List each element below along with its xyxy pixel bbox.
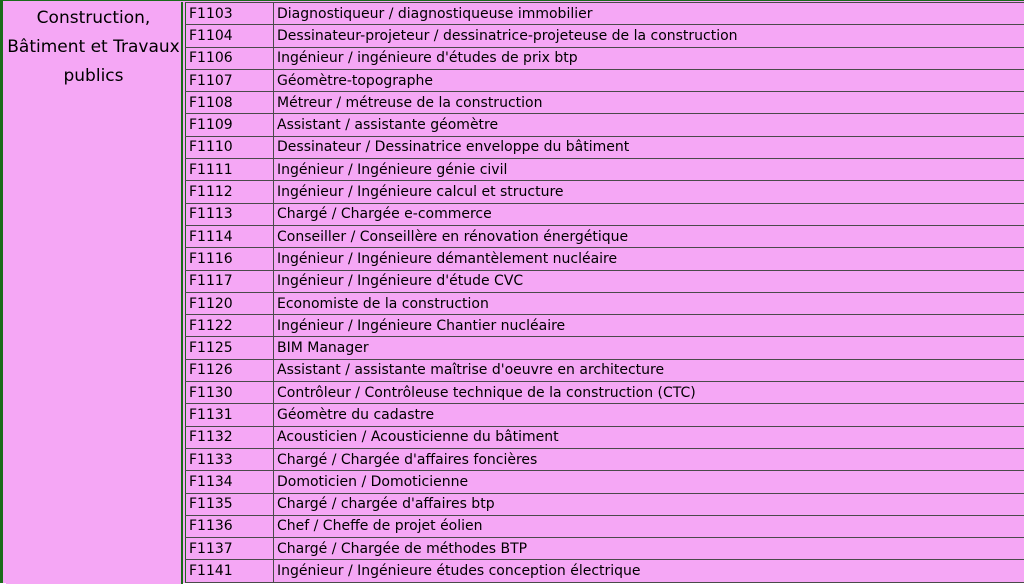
job-title-cell[interactable]: Chargé / Chargée d'affaires foncières — [274, 448, 1024, 470]
job-title-cell[interactable]: Chef / Cheffe de projet éolien — [274, 515, 1024, 537]
job-code-cell[interactable]: F1125 — [186, 337, 274, 359]
table-row — [186, 270, 1024, 292]
table-row — [186, 359, 1024, 381]
table-row — [186, 426, 1024, 448]
table-row — [186, 560, 1024, 582]
job-code-cell[interactable]: F1141 — [186, 560, 274, 582]
job-title-cell[interactable]: Chargé / Chargée e-commerce — [274, 203, 1024, 225]
job-title-cell[interactable]: Dessinateur-projeteur / dessinatrice-projeteuse de la construction — [274, 25, 1024, 47]
job-title-cell[interactable]: Ingénieur / Ingénieure calcul et structure — [274, 181, 1024, 203]
table-row — [186, 69, 1024, 91]
table-row — [186, 448, 1024, 470]
table-row — [186, 337, 1024, 359]
table-row — [186, 315, 1024, 337]
job-title-cell[interactable]: Ingénieur / Ingénieure génie civil — [274, 159, 1024, 181]
job-title-cell[interactable]: Contrôleur / Contrôleuse technique de la construction (CTC) — [274, 382, 1024, 404]
job-code-cell[interactable]: F1117 — [186, 270, 274, 292]
job-code-cell[interactable]: F1108 — [186, 92, 274, 114]
job-title-cell[interactable]: Ingénieur / ingénieure d'études de prix btp — [274, 47, 1024, 69]
job-code-cell[interactable]: F1136 — [186, 515, 274, 537]
job-title-cell[interactable]: Assistant / assistante maîtrise d'oeuvre en architecture — [274, 359, 1024, 381]
job-code-cell[interactable]: F1135 — [186, 493, 274, 515]
job-title-cell[interactable]: Ingénieur / Ingénieure démantèlement nucléaire — [274, 248, 1024, 270]
category-label-line3: publics — [6, 60, 181, 89]
category-label-line1: Construction, — [6, 2, 181, 31]
table-row — [186, 382, 1024, 404]
category-label-line2: Bâtiment et Travaux — [6, 31, 181, 60]
table-row — [186, 159, 1024, 181]
job-code-cell[interactable]: F1137 — [186, 538, 274, 560]
job-title-cell[interactable]: Economiste de la construction — [274, 292, 1024, 314]
job-code-cell[interactable]: F1109 — [186, 114, 274, 136]
job-title-cell[interactable]: BIM Manager — [274, 337, 1024, 359]
job-code-cell[interactable]: F1107 — [186, 69, 274, 91]
job-title-cell[interactable]: Domoticien / Domoticienne — [274, 471, 1024, 493]
job-code-cell[interactable]: F1104 — [186, 25, 274, 47]
job-code-cell[interactable]: F1130 — [186, 382, 274, 404]
job-title-cell[interactable]: Acousticien / Acousticienne du bâtiment — [274, 426, 1024, 448]
table-row — [186, 92, 1024, 114]
table-row — [186, 225, 1024, 247]
table-row — [186, 515, 1024, 537]
job-title-cell[interactable]: Métreur / métreuse de la construction — [274, 92, 1024, 114]
table-row — [186, 538, 1024, 560]
job-title-cell[interactable]: Dessinateur / Dessinatrice enveloppe du bâtiment — [274, 136, 1024, 158]
table-row — [186, 25, 1024, 47]
job-code-cell[interactable]: F1112 — [186, 181, 274, 203]
job-title-cell[interactable]: Conseiller / Conseillère en rénovation énergétique — [274, 225, 1024, 247]
job-code-cell[interactable]: F1110 — [186, 136, 274, 158]
job-code-cell[interactable]: F1132 — [186, 426, 274, 448]
table-row — [186, 181, 1024, 203]
job-title-cell[interactable]: Chargé / chargée d'affaires btp — [274, 493, 1024, 515]
table-row — [186, 203, 1024, 225]
job-code-cell[interactable]: F1113 — [186, 203, 274, 225]
table-row — [186, 248, 1024, 270]
job-title-cell[interactable]: Géomètre-topographe — [274, 69, 1024, 91]
table-row — [186, 114, 1024, 136]
table-row — [186, 471, 1024, 493]
job-title-cell[interactable]: Diagnostiqueur / diagnostiqueuse immobilier — [274, 3, 1024, 25]
job-title-cell[interactable]: Chargé / Chargée de méthodes BTP — [274, 538, 1024, 560]
job-code-cell[interactable]: F1114 — [186, 225, 274, 247]
job-code-cell[interactable]: F1126 — [186, 359, 274, 381]
job-code-cell[interactable]: F1116 — [186, 248, 274, 270]
job-code-cell[interactable]: F1111 — [186, 159, 274, 181]
job-title-cell[interactable]: Géomètre du cadastre — [274, 404, 1024, 426]
job-title-cell[interactable]: Ingénieur / Ingénieure d'étude CVC — [274, 270, 1024, 292]
table-row — [186, 292, 1024, 314]
job-code-table — [185, 2, 1024, 583]
job-code-cell[interactable]: F1122 — [186, 315, 274, 337]
job-code-cell[interactable]: F1103 — [186, 3, 274, 25]
table-row — [186, 493, 1024, 515]
job-code-table-body — [186, 3, 1024, 583]
job-title-cell[interactable]: Ingénieur / Ingénieure Chantier nucléaire — [274, 315, 1024, 337]
table-row — [186, 47, 1024, 69]
category-cell[interactable] — [6, 2, 183, 584]
job-code-cell[interactable]: F1120 — [186, 292, 274, 314]
job-code-cell[interactable]: F1134 — [186, 471, 274, 493]
table-row — [186, 404, 1024, 426]
job-code-cell[interactable]: F1133 — [186, 448, 274, 470]
job-code-cell[interactable]: F1131 — [186, 404, 274, 426]
job-code-cell[interactable]: F1106 — [186, 47, 274, 69]
table-row — [186, 3, 1024, 25]
table-row — [186, 136, 1024, 158]
job-title-cell[interactable]: Assistant / assistante géomètre — [274, 114, 1024, 136]
job-title-cell[interactable]: Ingénieur / Ingénieure études conception électrique — [274, 560, 1024, 582]
